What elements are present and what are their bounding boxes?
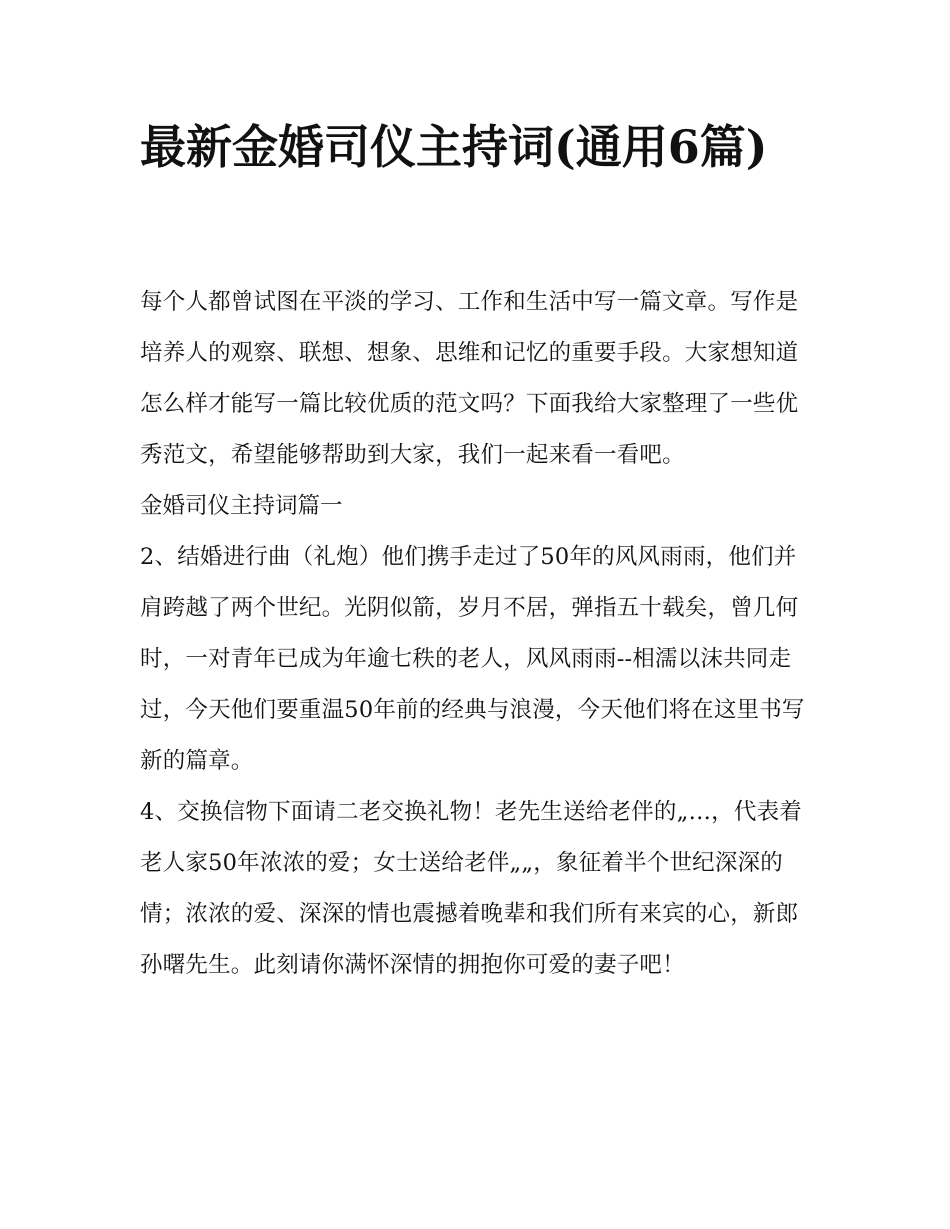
body-paragraph-1: 2、结婚进行曲（礼炮）他们携手走过了50年的风风雨雨，他们并肩跨越了两个世纪。光阴似箭，岁月不居，弹指五十载矣，曾几何时，一对青年已成为年逾七秩的老人，风风雨雨--相濡以沫共同走过，今天他们要重温50年前的经典与浪漫，今天他们将在这里书写新的篇章。 [140, 544, 805, 774]
document-body [140, 277, 812, 991]
document-title: 最新金婚司仪主持词(通用6篇) [140, 120, 768, 174]
section-heading: 金婚司仪主持词篇一 [140, 493, 343, 519]
body-paragraph-2: 4、交换信物下面请二老交换礼物！老先生送给老伴的„…，代表着老人家50年浓浓的爱；女士送给老伴„„，象征着半个世纪深深的情；浓浓的爱、深深的情也震撼着晚辈和我们所有来宾的心，新郎孙曙先生。此刻请你满怀深情的拥抱你可爱的妻子吧！ [140, 799, 802, 978]
intro-paragraph: 每个人都曾试图在平淡的学习、工作和生活中写一篇文章。写作是培养人的观察、联想、想象、思维和记忆的重要手段。大家想知道怎么样才能写一篇比较优质的范文吗？下面我给大家整理了一些优秀范文，希望能够帮助到大家，我们一起来看一看吧。 [140, 289, 799, 468]
